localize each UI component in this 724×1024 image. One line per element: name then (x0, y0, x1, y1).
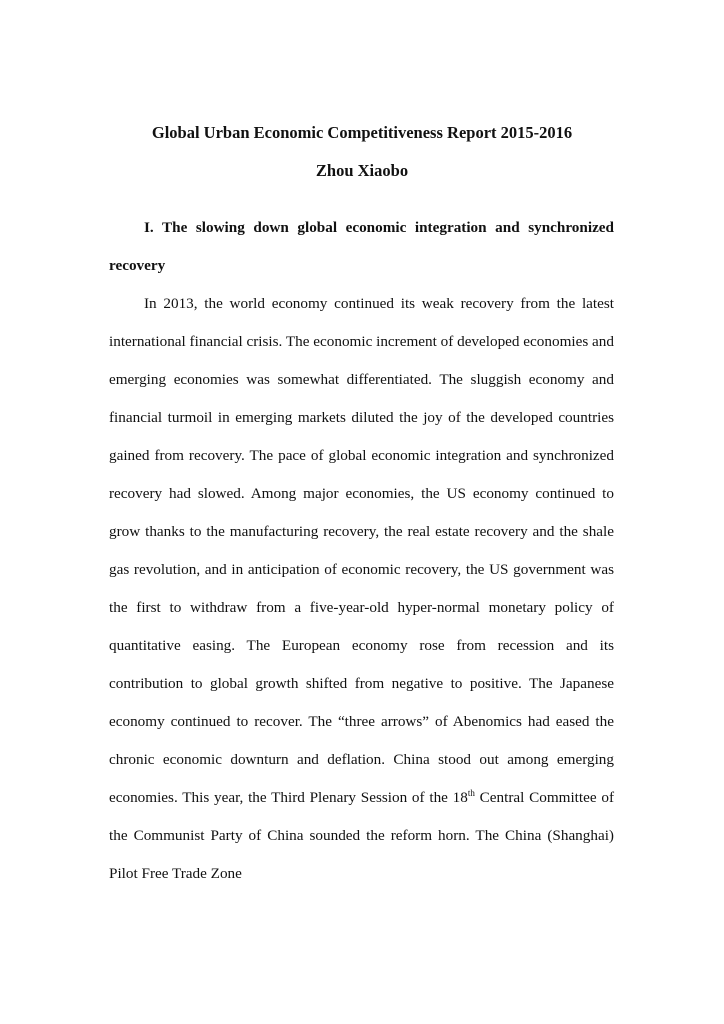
section-heading (109, 209, 614, 285)
body-paragraph (109, 285, 614, 893)
document-title: Global Urban Economic Competitiveness Report 2015-2016 (151, 123, 573, 142)
paragraph-part-2: Central Committee of the Communist Party of China sounded the reform horn. The China (Shanghai) Pilot Free Trade Zone (109, 789, 614, 882)
ordinal-superscript: th (467, 787, 475, 798)
author-name: Zhou Xiaobo (315, 161, 409, 180)
paragraph-part-1: In 2013, the world economy continued its weak recovery from the latest international financial crisis. The economic increment of developed economies and emerging economies was somewhat differentiated. The sluggish economy and financial turmoil in emerging markets diluted the joy of the developed countries gained from recovery. The pace of global economic integration and synchronized recovery had slowed. Among major economies, the US economy continued to grow thanks to the manufacturing recovery, the real estate recovery and the shale gas revolution, and in anticipation of economic recovery, the US government was the first to withdraw from a five-year-old hyper-normal monetary policy of quantitative easing. The European economy rose from recession and its contribution to global growth shifted from negative to positive. The Japanese economy continued to recover. The “three arrows” of Abenomics had eased the chronic economic downturn and deflation. China stood out among emerging economies. This year, the Third Plenary Session of the 18 (109, 295, 614, 806)
body-paragraph-text (109, 285, 614, 893)
section-heading-text: I. The slowing down global economic integration and synchronized recovery (109, 219, 614, 274)
